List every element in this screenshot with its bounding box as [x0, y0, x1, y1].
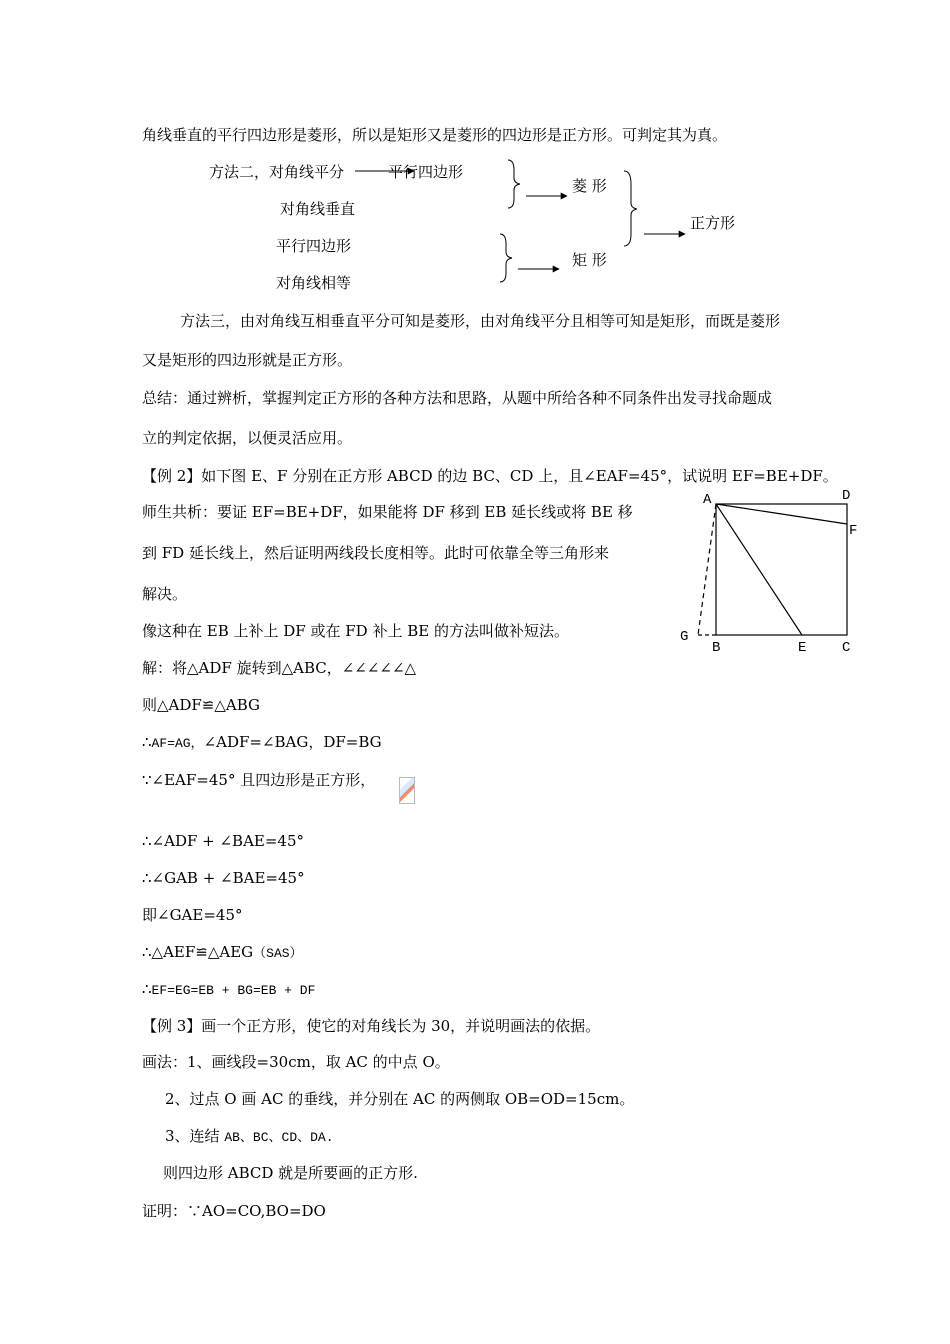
label-c: C	[842, 640, 851, 656]
para-line: 角线垂直的平行四边形是菱形，所以是矩形又是菱形的四边形是正方形。可判定其为真。	[142, 126, 728, 144]
para-line: 到 FD 延长线上，然后证明两线段长度相等。此时可依靠全等三角形来	[142, 544, 609, 562]
para-line: 解决。	[142, 585, 188, 603]
solution-line: ∴∠GAB + ∠BAE=45°	[142, 869, 305, 887]
segment-ag	[698, 504, 716, 635]
broken-image-icon	[399, 777, 415, 804]
square-label: 正方形	[690, 214, 736, 232]
label-f: F	[849, 523, 858, 539]
solution-line: ∴EF=EG=EB + BG=EB + DF	[142, 980, 316, 998]
method2-diagram	[0, 0, 950, 320]
label-d: D	[842, 488, 851, 504]
para-line: 方法三，由对角线互相垂直平分可知是菱形，由对角线平分且相等可知是矩形，而既是菱形	[180, 312, 781, 330]
solution-line: ∵∠EAF=45° 且四边形是正方形，	[142, 771, 376, 789]
label-e: E	[798, 640, 807, 656]
solution-line: ∴AF=AG，∠ADF=∠BAG，DF=BG	[142, 733, 382, 751]
method2-label: 方法二，对角线平分	[209, 163, 345, 181]
label-a: A	[703, 492, 712, 508]
example2-title: 【例 2】如下图 E、F 分别在正方形 ABCD 的边 BC、CD 上，且∠EAF=45°，试说明 EF=BE+DF。	[142, 467, 838, 485]
solution-line: 则△ADF≌△ABG	[142, 696, 261, 714]
solution-line: ∴∠ADF + ∠BAE=45°	[142, 832, 305, 850]
para-line: 像这种在 EB 上补上 DF 或在 FD 补上 BE 的方法叫做补短法。	[142, 622, 569, 640]
solution-line: 解：将△ADF 旋转到△ABC，∠∠∠∠∠△	[142, 659, 417, 677]
parallelogram-label: 平行四边形	[388, 163, 464, 181]
para-line: 师生共析：要证 EF=BE+DF，如果能将 DF 移到 EB 延长线或将 BE 移	[142, 503, 633, 521]
brace-right-3	[624, 171, 637, 246]
segment-af	[716, 504, 847, 524]
square-figure	[670, 484, 870, 659]
solution-line: ∴△AEF≌△AEG（SAS）	[142, 943, 303, 961]
rectangle-label: 矩 形	[572, 251, 607, 269]
label-b: B	[712, 640, 721, 656]
brace-right-1	[508, 160, 520, 208]
method-line: 3、连结 AB、BC、CD、DA.	[165, 1127, 334, 1145]
rhombus-label: 菱 形	[572, 177, 607, 195]
brace-right-2	[500, 234, 512, 282]
para-line: 立的判定依据，以便灵活应用。	[142, 429, 353, 447]
method-line: 2、过点 O 画 AC 的垂线，并分别在 AC 的两侧取 OB=OD=15cm。	[165, 1090, 635, 1108]
parallelogram-label-2: 平行四边形	[276, 237, 352, 255]
label-g: G	[680, 629, 689, 645]
segment-ae	[716, 504, 802, 635]
diag-equal-label: 对角线相等	[276, 274, 352, 292]
solution-line: 即∠GAE=45°	[142, 906, 243, 924]
para-line: 又是矩形的四边形就是正方形。	[142, 351, 353, 369]
method-line: 则四边形 ABCD 就是所要画的正方形.	[163, 1164, 418, 1182]
example3-title: 【例 3】画一个正方形，使它的对角线长为 30，并说明画法的依据。	[142, 1017, 601, 1035]
proof-line: 证明：∵AO=CO,BO=DO	[142, 1202, 326, 1220]
diag-perp-label: 对角线垂直	[280, 200, 356, 218]
square-abcd	[716, 504, 847, 635]
method-line: 画法：1、画线段=30cm，取 AC 的中点 O。	[142, 1053, 450, 1071]
para-line: 总结：通过辨析，掌握判定正方形的各种方法和思路，从题中所给各种不同条件出发寻找命题成	[142, 389, 773, 407]
